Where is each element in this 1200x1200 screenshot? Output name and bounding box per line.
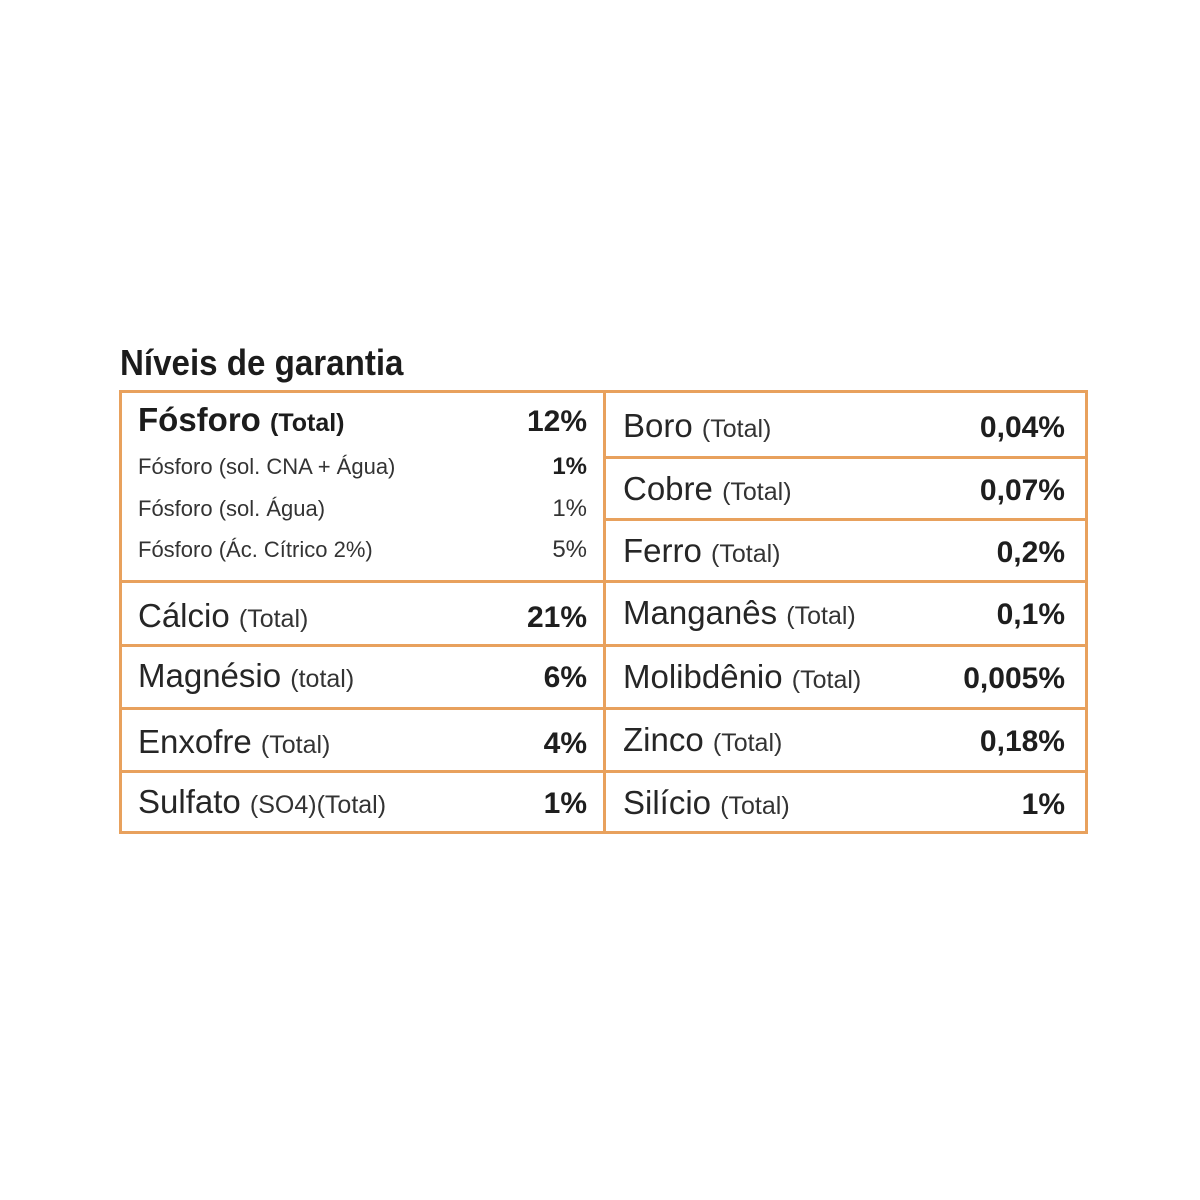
nutrient-name: Manganês (Total): [623, 594, 856, 631]
nutrient-name: Enxofre (Total): [138, 723, 331, 760]
row-divider: [606, 707, 1085, 710]
nutrient-row-sulfato: [122, 783, 603, 821]
nutrient-value: 21%: [526, 601, 587, 634]
row-divider: [606, 518, 1085, 521]
nutrient-name: Boro (Total): [623, 407, 772, 444]
nutrient-row-boro: [606, 407, 1085, 445]
nutrient-row-silicio: [606, 784, 1085, 822]
nutrient-row-magnesio: [122, 657, 603, 695]
table-title: Níveis de garantia: [120, 342, 404, 383]
row-divider: [122, 770, 603, 773]
nutrient-name: Molibdênio (Total): [623, 658, 862, 695]
row-divider: [122, 644, 603, 647]
nutrient-row-ferro: [606, 532, 1085, 570]
row-divider: [606, 770, 1085, 773]
nutrient-value: 4%: [543, 727, 587, 760]
nutrient-row-fosforo-agua: [122, 495, 603, 523]
nutrient-name: Fósforo (sol. CNA + Água): [138, 454, 396, 479]
nutrient-name: Fósforo (Ác. Cítrico 2%): [138, 537, 373, 562]
row-divider: [122, 707, 603, 710]
nutrient-row-molibdenio: [606, 658, 1085, 696]
row-divider: [122, 580, 603, 583]
right-nutrient-panel: [603, 390, 1088, 834]
row-divider: [606, 644, 1085, 647]
nutrient-row-manganes: [606, 594, 1085, 632]
nutrient-value: 1%: [1021, 788, 1065, 821]
nutrient-value: 12%: [526, 405, 587, 438]
nutrient-name: Fósforo (sol. Água): [138, 496, 326, 521]
nutrient-name: Fósforo (Total): [138, 401, 345, 438]
nutrient-value: 1%: [552, 495, 587, 522]
nutrient-value: 0,04%: [979, 411, 1065, 444]
nutrient-row-fosforo-total: [122, 401, 603, 439]
nutrient-value: 6%: [543, 661, 587, 694]
nutrient-row-zinco: [606, 721, 1085, 759]
nutrient-name: Silício (Total): [623, 784, 790, 821]
nutrient-row-fosforo-cna-agua: [122, 453, 603, 481]
nutrient-row-calcio: [122, 597, 603, 635]
nutrient-row-cobre: [606, 470, 1085, 508]
nutrient-value: 5%: [552, 536, 587, 563]
nutrient-name: Cálcio (Total): [138, 597, 309, 634]
nutrient-value: 0,07%: [979, 474, 1065, 507]
nutrient-name: Sulfato (SO4)(Total): [138, 783, 387, 820]
row-divider: [606, 580, 1085, 583]
nutrient-value: 1%: [543, 787, 587, 820]
nutrient-row-enxofre: [122, 723, 603, 761]
nutrient-name: Ferro (Total): [623, 532, 781, 569]
nutrient-value: 1%: [552, 453, 587, 480]
nutrient-value: 0,005%: [963, 662, 1065, 695]
row-divider: [606, 456, 1085, 459]
nutrient-value: 0,1%: [996, 598, 1065, 631]
nutrient-row-fosforo-citrico: [122, 536, 603, 564]
nutrient-value: 0,18%: [979, 725, 1065, 758]
nutrient-name: Cobre (Total): [623, 470, 792, 507]
nutrient-name: Zinco (Total): [623, 721, 783, 758]
nutrient-value: 0,2%: [996, 536, 1065, 569]
left-nutrient-panel: [119, 390, 606, 834]
nutrient-name: Magnésio (total): [138, 657, 355, 694]
